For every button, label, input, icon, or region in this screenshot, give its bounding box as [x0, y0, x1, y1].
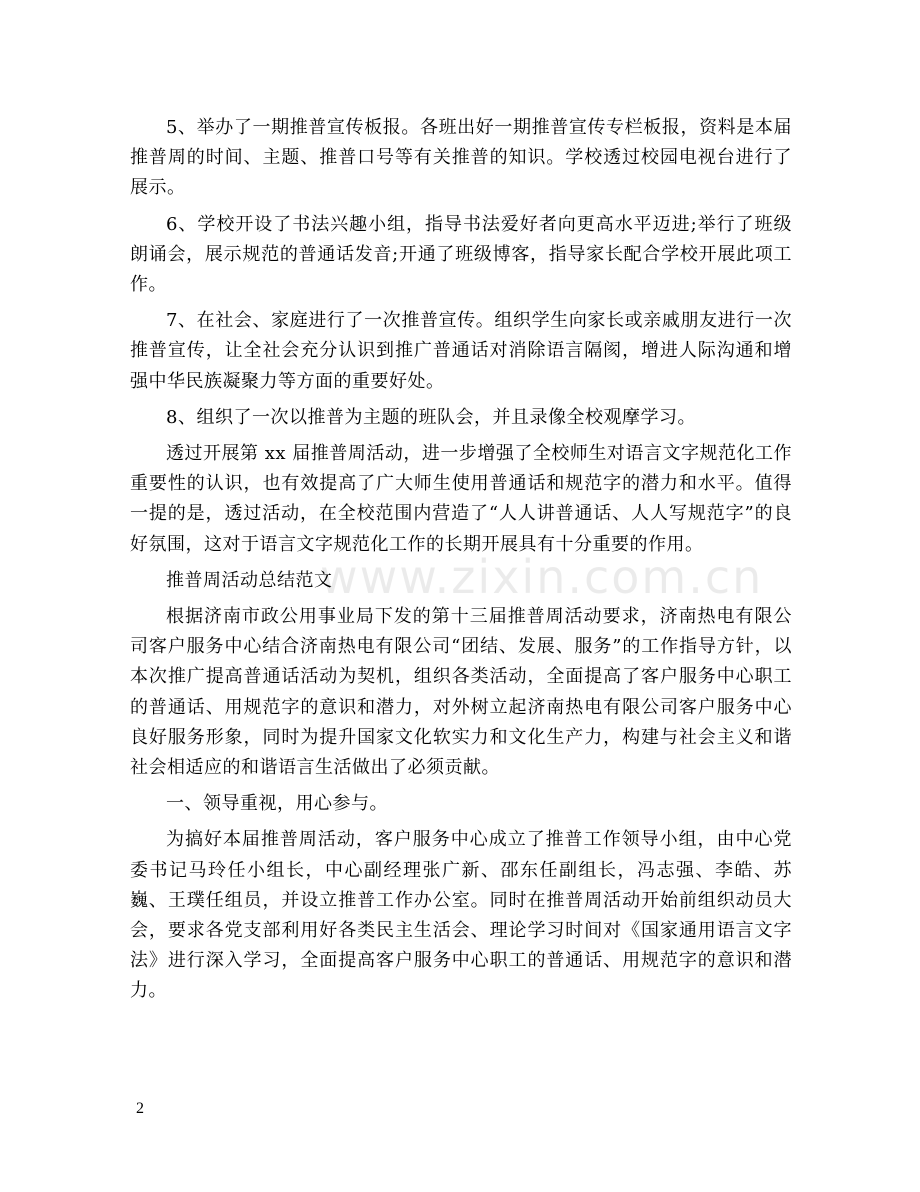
paragraph-intro: 根据济南市政公用事业局下发的第十三届推普周活动要求，济南热电有限公司客户服务中心结合济南热电有限公司“团结、发展、服务”的工作指导方针，以本次推广提高普通话活动为契机，组织各类活动，全面提高了客户服务中心职工的普通话、用规范字的意识和潜力，对外树立起济南热电有限公司客户服务中心良好服务形象，同时为提升国家文化软实力和文化生产力，构建与社会主义和谐社会相适应的和谐语言生活做出了必须贡献。 — [130, 606, 792, 779]
paragraph-8: 8、组织了一次以推普为主题的班队会，并且录像全校观摩学习。 — [166, 406, 696, 428]
section-heading: 推普周活动总结范文 — [166, 569, 333, 591]
paragraph-6: 6、学校开设了书法兴趣小组，指导书法爱好者向更高水平迈进;举行了班级朗诵会，展示规范的普通话发音;开通了班级博客，指导家长配合学校开展此项工作。 — [130, 213, 792, 296]
paragraph-leadership: 为搞好本届推普周活动，客户服务中心成立了推普工作领导小组，由中心党委书记马玲任小组长，中心副经理张广新、邵东任副组长，冯志强、李皓、苏巍、王璞任组员，并设立推普工作办公室。同时在推普周活动开始前组织动员大会，要求各党支部利用好各类民主生活会、理论学习时间对《国家通用语言文字法》进行深入学习，全面提高客户服务中心职工的普通话、用规范字的意识和潜力。 — [130, 829, 792, 1002]
document-body — [130, 113, 792, 1013]
paragraph-summary: 透过开展第 xx 届推普周活动，进一步增强了全校师生对语言文字规范化工作重要性的认识，也有效提高了广大师生使用普通话和规范字的潜力和水平。值得一提的是，透过活动，在全校范围内营造了“人人讲普通话、人人写规范字”的良好氛围，这对于语言文字规范化工作的长期开展具有十分重要的作用。 — [130, 443, 792, 555]
paragraph-5: 5、举办了一期推普宣传板报。各班出好一期推普宣传专栏板报，资料是本届推普周的时间、主题、推普口号等有关推普的知识。学校透过校园电视台进行了展示。 — [130, 117, 792, 199]
subheading-leadership: 一、领导重视，用心参与。 — [166, 793, 388, 815]
page-number: 2 — [136, 1100, 144, 1117]
paragraph-7: 7、在社会、家庭进行了一次推普宣传。组织学生向家长或亲戚朋友进行一次推普宣传，让全社会充分认识到推广普通话对消除语言隔阂，增进人际沟通和增强中华民族凝聚力等方面的重要好处。 — [130, 310, 792, 392]
watermark: www.zixin.com.cn — [320, 550, 764, 604]
